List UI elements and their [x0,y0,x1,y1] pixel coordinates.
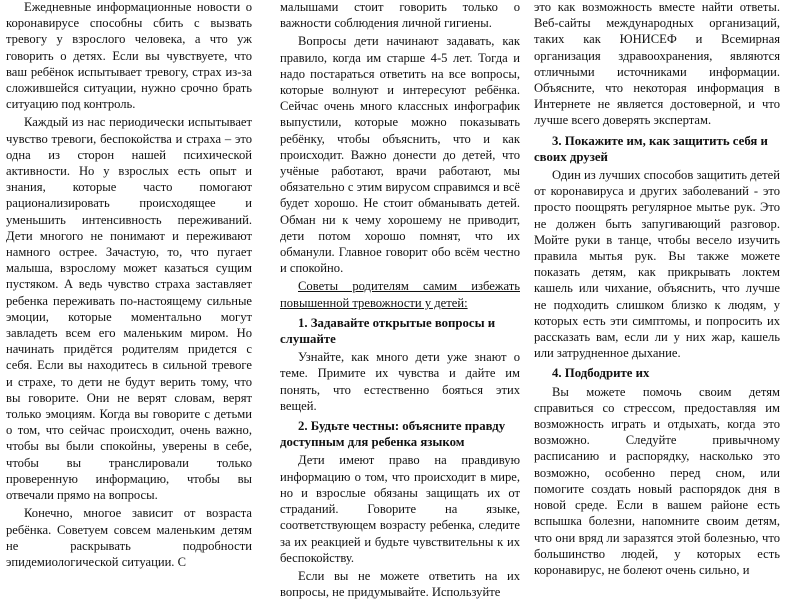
paragraph: Ежедневные информационные новости о коронавирусе способны сбить с вызвать тревогу у взрослого человека, а что уж говорить о детях. Если вы чувствуете, что ваш ребёнок испытывает тревогу, страх из-за сложившейся ситуации, нужно срочно брать ситуацию под контроль. [6,0,252,112]
paragraph: Один из лучших способов защитить детей от коронавируса и других заболеваний - это просто поощрять регулярное мытье рук. Это не должен быть запугивающий разговор. Мойте руки в танце, чтобы весело изучить правила мытья рук. Вы также можете показать детям, как прикрывать локтем кашель или чихание, объяснить, что лучше не подходить слишком близко к людям, у которых есть эти симптомы, и попросить их рассказать вам, если ли у них жар, кашель или затрудненное дыхание. [534,168,780,361]
paragraph: Вы можете помочь своим детям справиться со стрессом, предоставляя им возможность играть и отдыхать, когда это возможно. Следуйте привычному расписанию и распорядку, насколько это возможно, особенно перед сном, или помогите создать новый распорядок дня в новой среде. Если в вашем районе есть вспышка болезни, напомните своим детям, что они вряд ли заразятся этой болезнью, что большинство людей, у которых есть коронавирус, не болеют очень сильно, и [534,384,780,577]
paragraph: малышами стоит говорить только о важности соблюдения личной гигиены. [280,0,520,31]
advice-heading: Советы родителям самим избежать повышенной тревожности у детей: [280,279,520,310]
section-heading-3: 3. Покажите им, как защитить себя и своих друзей [534,133,768,164]
column-1 [6,0,252,569]
paragraph: Дети имеют право на правдивую информацию о том, что происходит в мире, но и взрослые обязаны защищать их от страданий. Говорите на языке, соответствующем возрасту ребенка, следите за их реакцией и будьте чувствительны к их беспокойству. [280,453,520,565]
section-heading-4: 4. Подбодрите их [552,366,650,381]
paragraph: это как возможность вместе найти ответы. Веб-сайты международных организаций, таких как ЮНИСЕФ и Всемирная организация здравоохранения, являются отличными источниками информации. Объясните, что некоторая информация в Интернете не является достоверной, и что лучше всего доверять экспертам. [534,0,780,128]
paragraph: Каждый из нас периодически испытывает чувство тревоги, беспокойства и страха – это одна из сторон нашей психической активности. Но у взрослых есть опыт и знания, которые часто помогают рационализировать происходящее и уменьшить интенсивность переживаний. Дети многого не понимают и переживают намного острее. Зачастую, то, что пугает малыша, взрослому может казаться сущим пустяком. А ведь чувство страха заставляет ребенка переживать по-настоящему сильные эмоции, которые моментально могут завладеть всем его маленьким миром. Но начинать придётся родителям придется с себя. Если вы находитесь в сильной тревоге и страхе, то дети не будут верить тому, что вы говорите. Они не верят словам, верят только эмоциям. Когда вы говорите с детьми о том, что сейчас происходит, очень важно, чтобы вы были спокойны, уверены в себе, чтобы вы транслировали только проверенную информацию, чтобы вы отвечали прямо на вопросы. [6,115,252,503]
paragraph: Узнайте, как много дети уже знают о теме. Примите их чувства и дайте им понять, что естественно бояться этих вещей. [280,350,520,413]
column-2 [280,0,520,600]
column-3 [534,0,780,577]
section-heading-2: 2. Будьте честны: объясните правду доступным для ребенка языком [280,419,506,450]
paragraph: Если вы не можете ответить на их вопросы, не придумывайте. Используйте [280,568,520,600]
paragraph: Вопросы дети начинают задавать, как правило, когда им старше 4-5 лет. Тогда и надо постараться ответить на все вопросы, которые волнуют и интересуют ребёнка. Сейчас очень много классных инфографик выпустили, которые можно показывать ребёнку, чтобы объяснить, что и как происходит. Важно донести до детей, что учёные работают, врачи работают, мы обязательно с этим вирусом справимся и всё будет хорошо. Не стоит обманывать детей. Обман ни к чему хорошему не приводит, дети потом хорошо помнят, что их обманули. Главное говорит обо всём честно и спокойно. [280,34,520,276]
section-heading-1: 1. Задавайте открытые вопросы и слушайте [280,315,496,347]
paragraph: Конечно, многое зависит от возраста ребёнка. Советуем совсем маленьким детям не раскрывать подробности эпидемиологической ситуации. С [6,506,252,569]
